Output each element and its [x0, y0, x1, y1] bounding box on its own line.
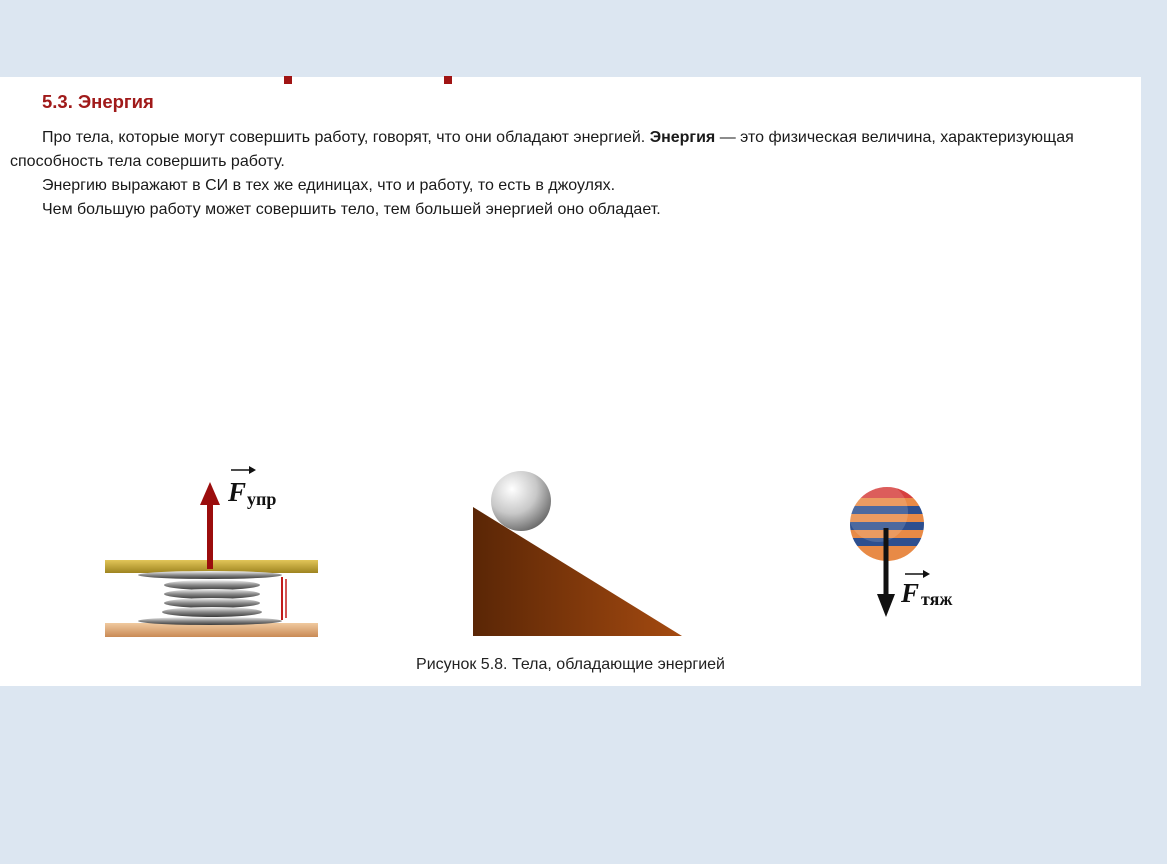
svg-text:F: F	[901, 578, 920, 608]
paragraph-units: Энергию выражают в СИ в тех же единицах, что и работу, то есть в джоулях.	[42, 177, 616, 194]
figure-energy-bodies	[0, 372, 1141, 609]
figure-caption: Рисунок 5.8. Тела, обладающие энергией	[416, 656, 725, 673]
paragraph-work-energy: Чем большую работу может совершить тело, тем большей энергией оно обладает.	[42, 201, 661, 218]
section-title: 5.3. Энергия	[42, 91, 154, 112]
cropped-heading-remnant	[268, 71, 468, 79]
gravity-force-label	[900, 570, 953, 609]
paragraph-definition	[10, 126, 1135, 174]
spring-coils	[138, 571, 286, 625]
spring-platform	[105, 466, 318, 637]
elastic-force-label	[227, 466, 276, 509]
svg-text:тяж: тяж	[921, 589, 953, 609]
paragraph-text: — это физическая величина, характеризующая способность тела совершить работу.	[10, 129, 1074, 170]
elastic-force-arrow	[200, 482, 220, 569]
incline-with-ball	[473, 471, 682, 636]
svg-text:F: F	[228, 477, 247, 507]
inclined-plane	[473, 507, 682, 636]
document-page	[0, 77, 1141, 686]
falling-ball-group	[848, 482, 953, 617]
term-energy: Энергия	[649, 129, 716, 146]
svg-text:упр: упр	[247, 489, 277, 509]
paragraph-text: Про тела, которые могут совершить работу, говорят, что они обладают энергией.	[42, 129, 650, 146]
white-ball	[491, 471, 551, 531]
lower-board	[105, 623, 318, 637]
